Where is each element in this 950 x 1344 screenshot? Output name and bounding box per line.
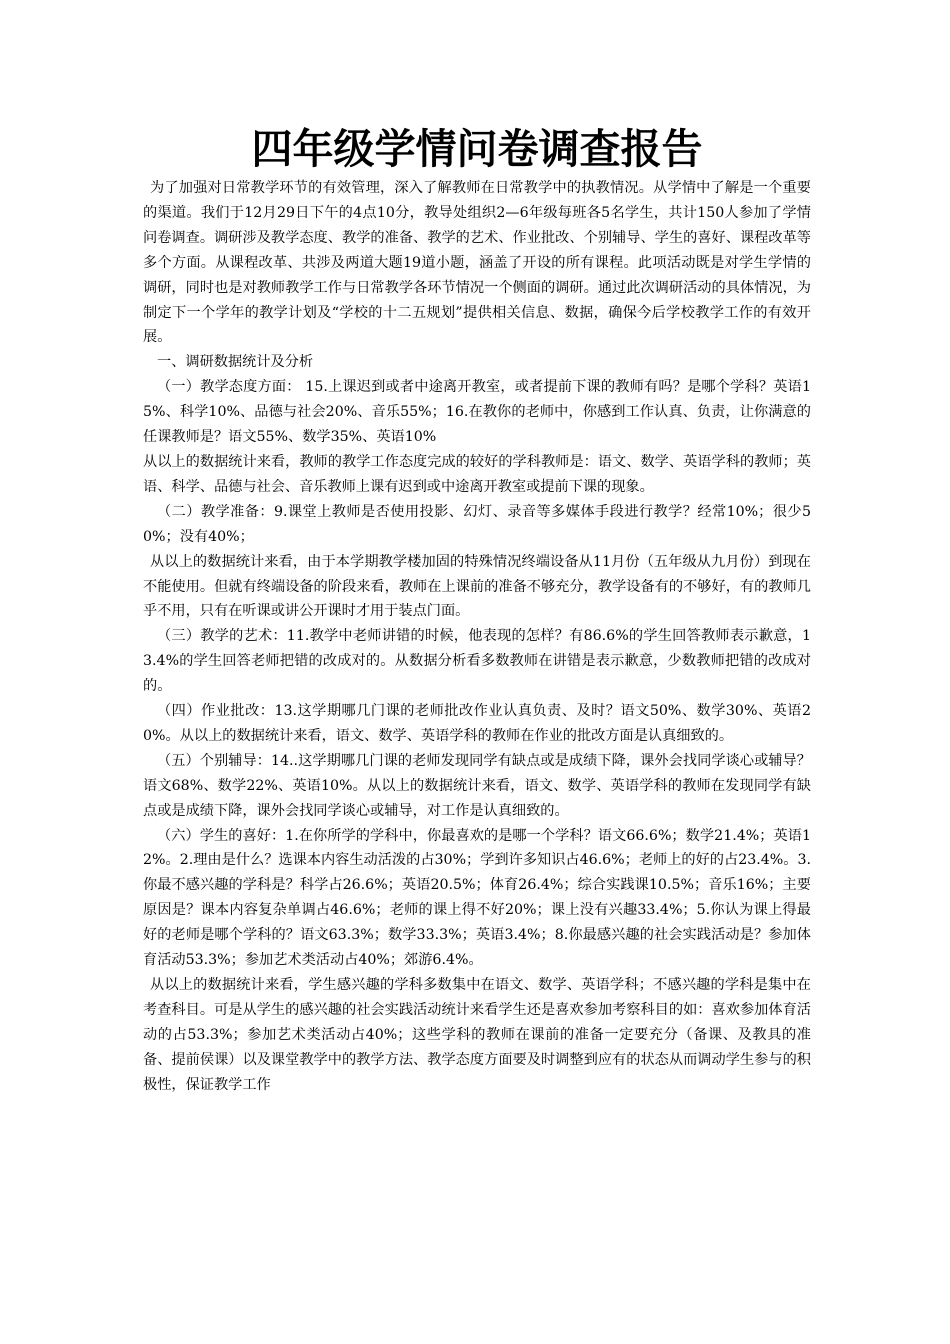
document-title: 四年级学情问卷调查报告 (251, 125, 703, 173)
paragraph-preferences-analysis: 从以上的数据统计来看，学生感兴趣的学科多数集中在语文、数学、英语学科；不感兴趣的学科是集中在考查科目。可是从学生的感兴趣的社会实践活动统计来看学生还是喜欢参加考察科目的如：喜欢参加体育活动的占53.3%；参加艺术类活动占40%；这些学科的教师在课前的准备一定要充分（备课、及教具的准备、提前侯课）以及课堂教学中的教学方法、教学态度方面要及时调整到应有的状态从而调动学生参与的积极性，保证教学工作 (143, 977, 811, 1093)
paragraph-attitude-analysis: 从以上的数据统计来看，教师的教学工作态度完成的较好的学科教师是：语文、数学、英语学科的教师；英语、科学、品德与社会、音乐教师上课有迟到或中途离开教室或提前下课的现象。 (143, 453, 811, 495)
paragraph-teaching-preparation: （二）教学准备：9.课堂上教师是否使用投影、幻灯、录音等多媒体手段进行教学？经常10%；很少50%；没有40%； (143, 503, 811, 545)
paragraph-individual-tutoring: （五）个别辅导：14..这学期哪几门课的老师发现同学有缺点或是成绩下降，课外会找同学谈心或辅导？语文68%、数学22%、英语10%。从以上的数据统计来看，语文、数学、英语学科的教师在发现同学有缺点或是成绩下降，课外会找同学谈心或辅导，对工作是认真细致的。 (143, 752, 811, 819)
paragraph-teaching-attitude: （一）教学态度方面： 15.上课迟到或者中途离开教室，或者提前下课的教师有吗？是哪个学科？英语15%、科学10%、品德与社会20%、音乐55%；16.在教你的老师中，你感到工作认真、负责，让你满意的任课教师是？语文55%、数学35%、英语10% (143, 379, 811, 446)
paragraph-homework-grading: （四）作业批改：13.这学期哪几门课的老师批改作业认真负责、及时？语文50%、数学30%、英语20%。从以上的数据统计来看，语文、数学、英语学科的教师在作业的批改方面是认真细致的。 (143, 703, 811, 744)
document-page (143, 122, 811, 1098)
section-heading-survey-analysis: 一、调研数据统计及分析 (157, 354, 314, 371)
paragraph-teaching-art: （三）教学的艺术：11.教学中老师讲错的时候，他表现的怎样？有86.6%的学生回答教师表示歉意，13.4%的学生回答老师把错的改成对的。从数据分析看多数教师在讲错是表示歉意，少数教师把错的改成对的。 (143, 628, 811, 695)
intro-paragraph: 为了加强对日常教学环节的有效管理，深入了解教师在日常教学中的执教情况。从学情中了解是一个重要的渠道。我们于12月29日下午的4点10分，教导处组织2—6年级每班各5名学生，共计150人参加了学情问卷调查。调研涉及教学态度、教学的准备、教学的艺术、作业批改、个别辅导、学生的喜好、课程改革等多个方面。从课程改革、共涉及两道大题19道小题，涵盖了开设的所有课程。此项活动既是对学生学情的调研，同时也是对教师教学工作与日常教学各环节情况一个侧面的调研。通过此次调研活动的具体情况，为制定下一个学年的教学计划及“学校的十二五规划”提供相关信息、数据，确保今后学校教学工作的有效开展。 (143, 180, 811, 346)
paragraph-student-preferences: （六）学生的喜好：1.在你所学的学科中，你最喜欢的是哪一个学科？语文66.6%；数学21.4%；英语12%。2.理由是什么？选课本内容生动活泼的占30%；学到许多知识占46.6%；老师上的好的占23.4%。3.你最不感兴趣的学科是？科学占26.6%；英语20.5%；体育26.4%；综合实践课10.5%；音乐16%；主要原因是？课本内容复杂单调占46.6%；老师的课上得不好20%；课上没有兴趣33.4%；5.你认为课上得最好的老师是哪个学科的？语文63.3%；数学33.3%；英语3.4%；8.你最感兴趣的社会实践活动是？参加体育活动53.3%；参加艺术类活动占40%；郊游6.4%。 (143, 827, 811, 969)
paragraph-preparation-analysis: 从以上的数据统计来看，由于本学期教学楼加固的特殊情况终端设备从11月份（五年级从九月份）到现在不能使用。但就有终端设备的阶段来看，教师在上课前的准备不够充分，教学设备有的不够好，有的教师几乎不用，只有在听课或讲公开课时才用于装点门面。 (143, 553, 811, 620)
